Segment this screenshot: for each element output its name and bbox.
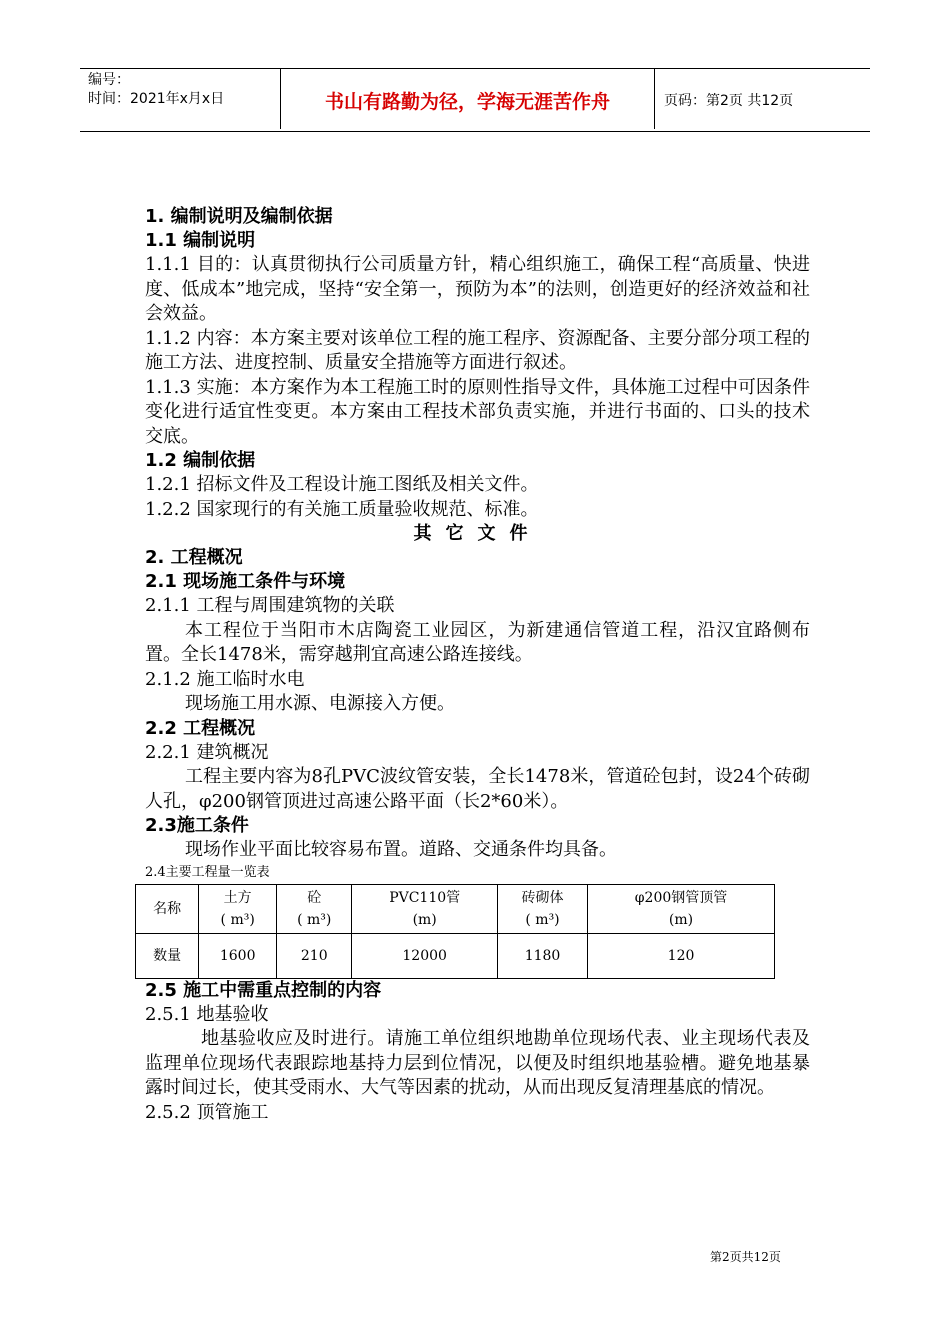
column-name: 土方: [223, 889, 252, 906]
paragraph: 现场作业平面比较容易布置。道路、交通条件均具备。: [185, 839, 617, 860]
item-title: 2.5.1 地基验收: [145, 1003, 269, 1025]
column-name: PVC110管: [389, 889, 461, 906]
item-title: 2.5.2 顶管施工: [145, 1101, 269, 1123]
header-meta: [88, 71, 278, 109]
section-heading: 2. 工程概况: [145, 547, 243, 568]
table-header-cell: [352, 884, 498, 933]
paragraph: 工程主要内容为8孔PVC波纹管安装，全长1478米，管道砼包封，设24个砖砌人孔，φ200钢管顶进过高速公路平面（长2*60米）。: [145, 766, 810, 812]
paragraph: 现场施工用水源、电源接入方便。: [185, 693, 455, 714]
subsection-heading: 2.1 现场施工条件与环境: [145, 571, 346, 592]
table-cell: 1600: [199, 933, 277, 978]
column-name: φ200钢管顶管: [634, 889, 728, 906]
item-title: 2.1.2 施工临时水电: [145, 668, 305, 690]
paragraph: 1.2.2 国家现行的有关施工质量验收规范、标准。: [145, 498, 539, 520]
table-row-label: 名称: [136, 884, 199, 933]
table-caption: 2.4主要工程量一览表: [145, 864, 270, 880]
header-page-label: 页码：第2页 共12页: [664, 93, 794, 109]
header-divider: [654, 69, 655, 129]
paragraph: 1.1.2 内容：本方案主要对该单位工程的施工程序、资源配备、主要分部分项工程的施工方法、进度控制、质量安全措施等方面进行叙述。: [145, 327, 810, 373]
table-row: [136, 884, 775, 933]
paragraph: 本工程位于当阳市木店陶瓷工业园区，为新建通信管道工程，沿汉宜路侧布置。全长1478米，需穿越荆宜高速公路连接线。: [145, 619, 810, 665]
table-row-label: 数量: [136, 933, 199, 978]
table-header-cell: [588, 884, 775, 933]
table-cell: 12000: [352, 933, 498, 978]
table-row: [136, 933, 775, 978]
paragraph: 1.1.1 目的：认真贯彻执行公司质量方针，精心组织施工，确保工程“高质量、快进度、低成本”地完成，坚持“安全第一，预防为本”的法则，创造更好的经济效益和社会效益。: [145, 254, 810, 324]
table-header-cell: [199, 884, 277, 933]
column-unit: (m): [668, 911, 694, 928]
paragraph: 地基验收应及时进行。请施工单位组织地勘单位现场代表、业主现场代表及监理单位现场代表跟踪地基持力层到位情况，以便及时组织地基验槽。避免地基暴露时间过长，使其受雨水、大气等因素的扰动，从而出现反复清理基底的情况。: [145, 1028, 810, 1098]
other-documents-title: 其它文件: [413, 523, 542, 544]
paragraph: 1.1.3 实施：本方案作为本工程施工时的原则性指导文件，具体施工过程中可因条件变化进行适宜性变更。本方案由工程技术部负责实施，并进行书面的、口头的技术交底。: [145, 376, 810, 447]
column-unit: (m): [412, 911, 437, 928]
column-unit: ( m³): [297, 911, 332, 928]
quantity-table: [135, 884, 775, 979]
column-name: 砖砌体: [521, 889, 564, 906]
page-header: [80, 68, 870, 132]
column-unit: ( m³): [220, 911, 255, 928]
table-cell: 120: [588, 933, 775, 978]
subsection-heading: 1.2 编制依据: [145, 450, 256, 471]
column-unit: ( m³): [525, 911, 560, 928]
subsection-heading: 2.5 施工中需重点控制的内容: [145, 979, 382, 1001]
subsection-heading: 2.3施工条件: [145, 815, 249, 836]
column-name: 砼: [307, 889, 322, 906]
subsection-heading: 1.1 编制说明: [145, 230, 256, 251]
header-motto: 书山有路勤为径，学海无涯苦作舟: [324, 91, 610, 113]
paragraph: 1.2.1 招标文件及工程设计施工图纸及相关文件。: [145, 474, 539, 495]
table-cell: 1180: [497, 933, 587, 978]
table-header-cell: [277, 884, 352, 933]
table-header-cell: [497, 884, 587, 933]
subsection-heading: 2.2 工程概况: [145, 717, 256, 739]
table-cell: 210: [277, 933, 352, 978]
page-footer: 第2页共12页: [710, 1250, 781, 1264]
section-heading: 1. 编制说明及编制依据: [145, 206, 333, 227]
header-date-label: 时间：2021年x月x日: [88, 91, 225, 107]
item-title: 2.2.1 建筑概况: [145, 741, 269, 763]
item-title: 2.1.1 工程与周围建筑物的关联: [145, 595, 395, 616]
document-body: [145, 205, 810, 1125]
header-code-label: 编号：: [88, 72, 130, 88]
